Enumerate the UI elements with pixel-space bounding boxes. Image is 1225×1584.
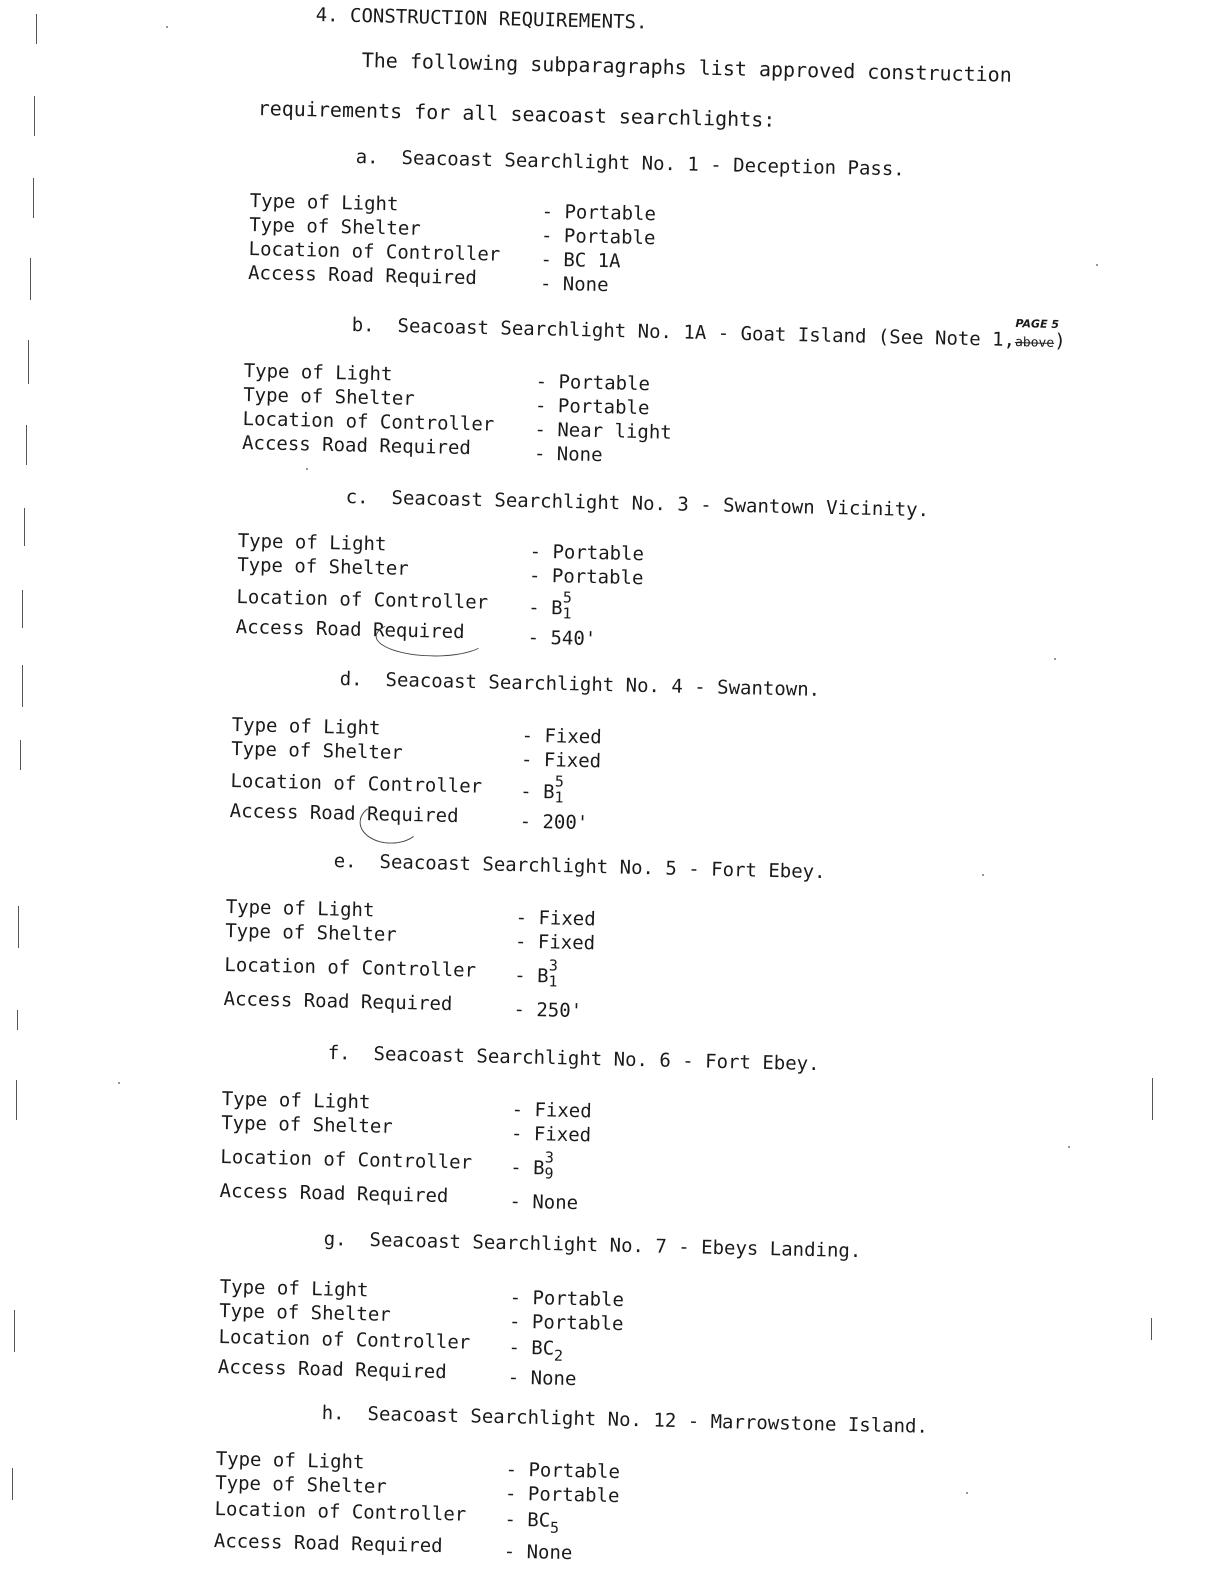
label-location-of-controller: Location of Controller bbox=[248, 237, 501, 266]
margin-mark bbox=[20, 740, 21, 770]
margin-mark bbox=[33, 178, 34, 218]
spec-block bbox=[219, 1088, 682, 1218]
scan-speck bbox=[982, 874, 984, 876]
label-location-of-controller: Location of Controller bbox=[236, 585, 489, 614]
value-type-of-light: - Portable bbox=[541, 200, 657, 226]
spec-block bbox=[218, 1276, 680, 1396]
value-type-of-light: - Portable bbox=[505, 1458, 621, 1484]
struck-text: above bbox=[1014, 335, 1055, 351]
scan-speck bbox=[1054, 658, 1056, 660]
label-type-of-light: Type of Light bbox=[215, 1448, 365, 1474]
label-type-of-shelter: Type of Shelter bbox=[220, 1111, 394, 1138]
margin-mark bbox=[1152, 1078, 1153, 1120]
value-type-of-light: - Fixed bbox=[511, 1098, 592, 1123]
scan-speck bbox=[118, 1082, 120, 1084]
label-access-road-required: Access Road Required bbox=[235, 615, 465, 644]
label-access-road-required: Access Road Required bbox=[219, 1179, 449, 1208]
handwritten-correction: PAGE 5 bbox=[1015, 317, 1060, 332]
margin-mark bbox=[30, 258, 31, 300]
value-type-of-light: - Fixed bbox=[521, 724, 602, 749]
label-type-of-shelter: Type of Shelter bbox=[242, 383, 416, 410]
label-location-of-controller: Location of Controller bbox=[230, 769, 483, 798]
margin-mark bbox=[12, 1468, 13, 1500]
value-location-of-controller: - B 5 1 bbox=[528, 588, 573, 623]
spec-block bbox=[235, 530, 698, 660]
value-access-road-required: - 540' bbox=[527, 626, 597, 651]
value-location-of-controller: - $BC_2$ bbox=[508, 1336, 564, 1365]
value-type-of-light: - Portable bbox=[535, 370, 651, 396]
label-type-of-light: Type of Light bbox=[231, 714, 381, 740]
label-access-road-required: Access Road Required bbox=[229, 799, 459, 828]
section-title: b. Seacoast Searchlight No. 1A - Goat Island (See Note 1, PAGE 5 above) bbox=[351, 314, 1066, 353]
margin-mark bbox=[16, 1080, 17, 1120]
scan-speck bbox=[1096, 264, 1098, 266]
scan-speck bbox=[966, 1492, 968, 1494]
value-access-road-required: - 200' bbox=[519, 810, 589, 835]
margin-mark bbox=[34, 96, 35, 136]
value-access-road-required: - None bbox=[533, 442, 603, 467]
section-title: f. Seacoast Searchlight No. 6 - Fort Ebey. bbox=[327, 1042, 820, 1076]
intro-line-1: The following subparagraphs list approved construction bbox=[361, 48, 1013, 87]
value-type-of-shelter: - Fixed bbox=[510, 1122, 592, 1147]
spec-block bbox=[229, 714, 692, 844]
value-location-of-controller: - BC 1A bbox=[540, 248, 621, 273]
intro-line-2: requirements for all seacoast searchlights: bbox=[257, 96, 776, 132]
value-access-road-required: - None bbox=[539, 272, 609, 297]
margin-mark bbox=[26, 425, 27, 465]
margin-mark bbox=[24, 508, 25, 546]
value-access-road-required: - None bbox=[507, 1366, 577, 1391]
label-access-road-required: Access Road Required bbox=[223, 987, 453, 1016]
value-type-of-shelter: - Portable bbox=[540, 224, 656, 250]
value-access-road-required: - 250' bbox=[513, 998, 583, 1023]
spec-block bbox=[242, 360, 704, 480]
margin-mark bbox=[17, 1010, 18, 1030]
spec-block bbox=[214, 1448, 676, 1568]
margin-mark bbox=[1151, 1318, 1152, 1340]
label-type-of-shelter: Type of Shelter bbox=[224, 919, 398, 946]
label-type-of-shelter: Type of Shelter bbox=[214, 1471, 388, 1498]
margin-mark bbox=[14, 1310, 15, 1352]
value-type-of-shelter: - Fixed bbox=[514, 930, 596, 955]
value-location-of-controller: - B 3 1 bbox=[514, 956, 559, 991]
section-title: h. Seacoast Searchlight No. 12 - Marrowstone Island. bbox=[321, 1402, 929, 1438]
value-location-of-controller: - B 5 1 bbox=[520, 772, 565, 807]
label-location-of-controller: Location of Controller bbox=[220, 1145, 473, 1174]
scan-speck bbox=[306, 468, 308, 470]
label-type-of-light: Type of Light bbox=[221, 1088, 371, 1114]
label-type-of-shelter: Type of Shelter bbox=[236, 553, 410, 580]
value-type-of-shelter: - Portable bbox=[504, 1482, 620, 1508]
section-title: e. Seacoast Searchlight No. 5 - Fort Ebey. bbox=[333, 850, 826, 884]
margin-mark bbox=[18, 906, 19, 948]
label-access-road-required: Access Road Required bbox=[247, 261, 478, 290]
label-type-of-light: Type of Light bbox=[219, 1276, 369, 1302]
section-title: d. Seacoast Searchlight No. 4 - Swantown. bbox=[339, 668, 821, 701]
section-title: c. Seacoast Searchlight No. 3 - Swantown Vicinity. bbox=[345, 486, 930, 522]
label-location-of-controller: Location of Controller bbox=[218, 1325, 471, 1354]
value-type-of-shelter: - Portable bbox=[534, 394, 650, 420]
label-type-of-shelter: Type of Shelter bbox=[248, 213, 422, 240]
spec-block bbox=[223, 896, 686, 1026]
value-type-of-light: - Portable bbox=[509, 1286, 625, 1312]
section-title: a. Seacoast Searchlight No. 1 - Deception Pass. bbox=[355, 146, 905, 181]
value-location-of-controller: - $BC_5$ bbox=[504, 1508, 560, 1537]
label-access-road-required: Access Road Required bbox=[217, 1355, 447, 1384]
label-location-of-controller: Location of Controller bbox=[214, 1497, 467, 1526]
label-type-of-light: Type of Light bbox=[237, 530, 387, 556]
value-type-of-shelter: - Portable bbox=[528, 564, 644, 590]
scan-speck bbox=[1068, 1146, 1070, 1148]
value-type-of-shelter: - Portable bbox=[508, 1310, 624, 1336]
label-type-of-shelter: Type of Shelter bbox=[218, 1299, 392, 1326]
label-type-of-light: Type of Light bbox=[225, 896, 375, 922]
scan-speck bbox=[166, 26, 168, 28]
section-heading: 4. CONSTRUCTION REQUIREMENTS. bbox=[315, 4, 648, 34]
label-type-of-shelter: Type of Shelter bbox=[230, 737, 404, 764]
value-access-road-required: - None bbox=[503, 1540, 573, 1565]
value-access-road-required: - None bbox=[509, 1190, 579, 1215]
margin-mark bbox=[36, 14, 37, 44]
margin-mark bbox=[22, 665, 23, 707]
label-type-of-light: Type of Light bbox=[243, 360, 393, 386]
margin-mark bbox=[28, 340, 29, 384]
label-access-road-required: Access Road Required bbox=[213, 1529, 443, 1558]
label-location-of-controller: Location of Controller bbox=[242, 407, 495, 436]
section-title: g. Seacoast Searchlight No. 7 - Ebeys Landing. bbox=[323, 1228, 862, 1263]
pencil-circle-mark bbox=[359, 801, 422, 844]
value-type-of-light: - Portable bbox=[529, 540, 645, 566]
margin-mark bbox=[22, 590, 23, 628]
label-location-of-controller: Location of Controller bbox=[224, 953, 477, 982]
value-location-of-controller: - B 3 9 bbox=[510, 1148, 555, 1183]
label-type-of-light: Type of Light bbox=[249, 190, 399, 216]
spec-block bbox=[248, 190, 710, 310]
value-location-of-controller: - Near light bbox=[534, 418, 672, 444]
label-access-road-required: Access Road Required bbox=[241, 431, 472, 460]
pencil-circle-mark bbox=[375, 617, 488, 658]
value-type-of-shelter: - Fixed bbox=[520, 748, 602, 773]
value-type-of-light: - Fixed bbox=[515, 906, 596, 931]
